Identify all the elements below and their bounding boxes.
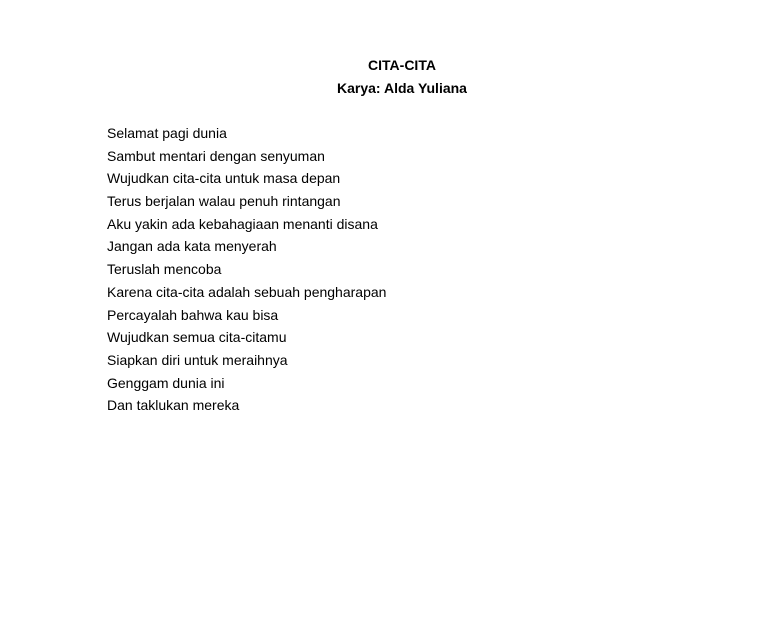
poem-line: Sambut mentari dengan senyuman [107,147,325,164]
poem-line: Jangan ada kata menyerah [107,238,277,255]
poem-line: Siapkan diri untuk meraihnya [107,351,288,368]
poem-line: Genggam dunia ini [107,374,225,391]
poem-line: Selamat pagi dunia [107,125,227,141]
poem-line: Wujudkan cita-cita untuk masa depan [107,170,341,187]
poem-line: Teruslah mencoba [107,261,222,278]
poem-title: CITA-CITA [368,57,436,73]
poem-author: Karya: Alda Yuliana [337,80,467,96]
poem-line: Dan taklukan mereka [107,397,240,414]
poem-line: Aku yakin ada kebahagiaan menanti disana [107,215,378,232]
poem-body [107,124,386,419]
poem-line: Karena cita-cita adalah sebuah pengharapan [107,283,387,300]
poem-line: Wujudkan semua cita-citamu [107,329,287,346]
poem-line: Percayalah bahwa kau bisa [107,306,279,323]
poem-line: Terus berjalan walau penuh rintangan [107,193,341,210]
